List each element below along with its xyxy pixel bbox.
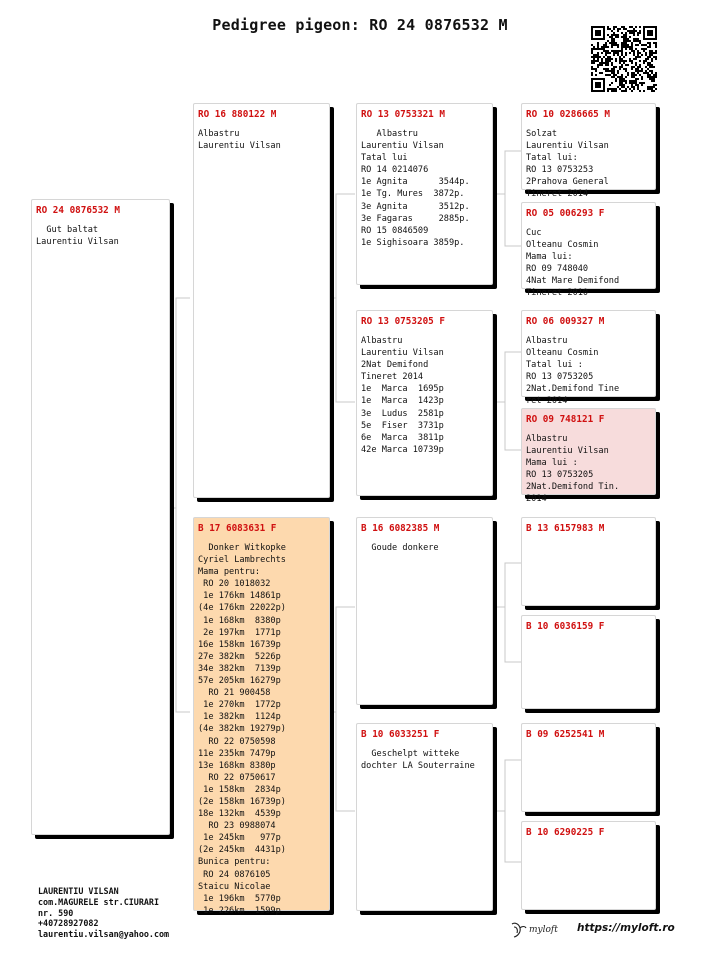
logo-text: myloft [529, 925, 558, 935]
great-grandparent-card[interactable] [521, 310, 656, 407]
dam-dam-details: Geschelpt witteke dochter LA Souterraine [361, 749, 475, 772]
sire-dam-ring-number: RO 13 0753205 F [361, 316, 445, 327]
sire-sire-ring-number: RO 13 0753321 M [361, 109, 445, 120]
great-grandparent-details: Albastru Laurentiu Vilsan Mama lui : RO 13 0753205 2Nat.Demifond Tin. 2014 [526, 434, 620, 505]
dam-dam-ring-number: B 10 6033251 F [361, 729, 440, 740]
great-grandparent-ring-number: RO 06 009327 M [526, 316, 605, 327]
website-link[interactable]: https://myloft.ro [577, 922, 675, 934]
sire-details: Albastru Laurentiu Vilsan [198, 129, 281, 152]
subject-pigeon-card[interactable] [31, 199, 170, 835]
great-grandparent-card[interactable] [521, 821, 656, 910]
qr-code [591, 26, 657, 92]
page-title: Pedigree pigeon: RO 24 0876532 M [212, 16, 508, 34]
great-grandparent-ring-number: RO 10 0286665 M [526, 109, 610, 120]
dam-card[interactable] [193, 517, 330, 916]
sire-sire-details: Albastru Laurentiu Vilsan Tatal lui RO 14 0214076 1e Agnita 3544p. 1e Tg. Mures 3872p. 3e Agnita 3512p. 3e Fagaras 2885p. RO 15 0846509 1e Sighisoara 3859p. [361, 129, 470, 248]
great-grandparent-details: Cuc Olteanu Cosmin Mama lui: RO 09 748040 4Nat Mare Demifond Tineret 2010 [526, 228, 620, 299]
sire-dam-details: Albastru Laurentiu Vilsan 2Nat Demifond Tineret 2014 1e Marca 1695p 1e Marca 1423p 3e Ludus 2581p 5e Fiser 3731p 6e Marca 3811p 42e Marca 10739p [361, 336, 444, 455]
myloft-logo [509, 918, 567, 940]
subject-details: Gut baltat Laurentiu Vilsan [36, 225, 119, 248]
great-grandparent-card[interactable] [521, 202, 656, 299]
subject-ring-number: RO 24 0876532 M [36, 205, 120, 216]
great-grandparent-card[interactable] [521, 615, 656, 709]
dam-details: Donker Witkopke Cyriel Lambrechts Mama pentru: RO 20 1018032 1e 176km 14861p (4e 176km 22022p) 1e 168km 8380p 2e 197km 1771p 16e 158km 16739p 27e 382km 5226p 34e 382km 7139p 57e 205km 16279p RO 21 900458 1e 270km 1772p 1e 382km 1124p (4e 382km 19279p) RO 22 0750598 11e 235km 7479p 13e 168km 8380p RO 22 0750617 1e 158km 2834p (2e 158km 16739p) 18e 132km 4539p RO 23 0988074 1e 245km 977p (2e 245km 4431p) Bunica pentru: RO 24 0876105 Staicu Nicolae 1e 196km 5770p 1e 226km 1599p [198, 543, 286, 916]
great-grandparent-ring-number: B 09 6252541 M [526, 729, 605, 740]
dam-sire-card[interactable] [356, 517, 493, 705]
sire-sire-card[interactable] [356, 103, 493, 285]
breeder-contact: LAURENTIU VILSAN com.MAGURELE str.CIURARI nr. 590 +40728927082 laurentiu.vilsan@yahoo.com [38, 886, 170, 940]
great-grandparent-card[interactable] [521, 517, 656, 606]
great-grandparent-card[interactable] [521, 723, 656, 812]
sire-dam-card[interactable] [356, 310, 493, 496]
great-grandparent-ring-number: RO 09 748121 F [526, 414, 605, 425]
dam-sire-ring-number: B 16 6082385 M [361, 523, 440, 534]
great-grandparent-ring-number: B 13 6157983 M [526, 523, 605, 534]
great-grandparent-ring-number: RO 05 006293 F [526, 208, 605, 219]
great-grandparent-details: Albastru Olteanu Cosmin Tatal lui : RO 13 0753205 2Nat.Demifond Tine ret 2014 [526, 336, 620, 407]
great-grandparent-card[interactable] [521, 408, 656, 505]
dam-ring-number: B 17 6083631 F [198, 523, 277, 534]
great-grandparent-card[interactable] [521, 103, 656, 200]
great-grandparent-ring-number: B 10 6290225 F [526, 827, 605, 838]
sire-ring-number: RO 16 880122 M [198, 109, 277, 120]
dam-sire-details: Goude donkere [361, 543, 439, 553]
dam-dam-card[interactable] [356, 723, 493, 911]
great-grandparent-details: Solzat Laurentiu Vilsan Tatal lui: RO 13 0753253 2Prahova General Tineret 2014 [526, 129, 609, 200]
sire-card[interactable] [193, 103, 330, 498]
great-grandparent-ring-number: B 10 6036159 F [526, 621, 605, 632]
